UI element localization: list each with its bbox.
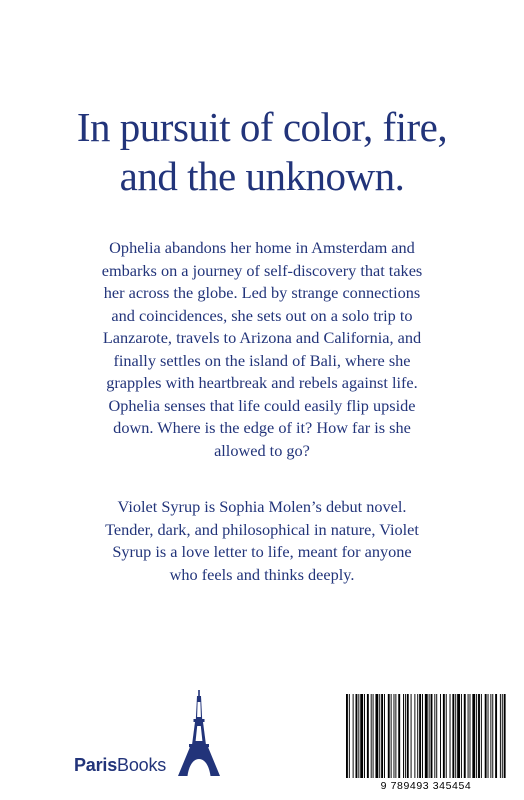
- barcode-bar: [384, 694, 385, 778]
- barcode-bar: [391, 694, 392, 778]
- tagline-line: In pursuit of color, fire,: [76, 104, 448, 150]
- barcode-bar: [419, 694, 421, 778]
- publisher-name-regular: Books: [117, 755, 167, 775]
- barcode-bar: [472, 694, 475, 778]
- barcode-bar: [425, 694, 428, 778]
- blurb-line: Ophelia senses that life could easily flip upside: [108, 395, 416, 415]
- barcode-bar: [464, 694, 466, 778]
- blurb-line: grapples with heartbreak and rebels against life.: [106, 373, 418, 392]
- blurb-line: Lanzarote, travels to Arizona and California, and: [102, 328, 422, 347]
- barcode-bar: [455, 694, 456, 778]
- publisher-name-bold: Paris: [74, 755, 118, 775]
- barcode-bar: [461, 694, 462, 778]
- tagline: [0, 103, 524, 201]
- blurb-line: down. Where is the edge of it? How far is she: [113, 418, 411, 437]
- barcode-bar: [470, 694, 471, 778]
- isbn-number: 9 789493 345454: [380, 780, 472, 792]
- barcode-bar: [349, 694, 350, 778]
- tagline-line: and the unknown.: [119, 153, 405, 199]
- barcode-bar: [502, 694, 503, 778]
- blurb-line: who feels and thinks deeply.: [169, 564, 355, 584]
- barcode-bar: [373, 694, 374, 778]
- barcode-bar: [375, 694, 378, 778]
- isbn-barcode: [344, 694, 508, 778]
- blurb-paragraph-2: [22, 496, 502, 586]
- barcode-bar: [468, 694, 469, 778]
- barcode-bar: [504, 694, 506, 778]
- blurb-line: Violet Syrup is Sophia Molen’s debut novel.: [117, 497, 407, 516]
- blurb-line: and coincidences, she sets out on a solo trip to: [111, 305, 413, 325]
- barcode-bar: [488, 694, 489, 778]
- eiffel-tower-icon: [176, 690, 222, 776]
- barcode-bar: [495, 694, 497, 778]
- barcode-bar: [394, 694, 395, 778]
- barcode-bar: [446, 694, 447, 778]
- blurb-paragraph-1: [22, 237, 502, 462]
- blurb-line: Ophelia abandons her home in Amsterdam and: [109, 238, 415, 257]
- blurb-line: Syrup is a love letter to life, meant for anyone: [112, 542, 412, 561]
- barcode-bar: [379, 694, 380, 778]
- barcode-bar: [450, 694, 451, 778]
- barcode-bar: [422, 694, 423, 778]
- barcode-bar: [457, 694, 460, 778]
- barcode-bar: [440, 694, 441, 778]
- blurb-line: finally settles on the island of Bali, where she: [113, 350, 411, 370]
- barcode-bar: [367, 694, 369, 778]
- barcode-bar: [500, 694, 501, 778]
- barcode-bar: [481, 694, 482, 778]
- barcode-bar: [492, 694, 493, 778]
- barcode-bar: [476, 694, 477, 778]
- blurb-line: allowed to go?: [214, 440, 310, 460]
- barcode-bar: [429, 694, 430, 778]
- barcode-bar: [405, 694, 406, 778]
- barcode-bar: [407, 694, 409, 778]
- blurb-line: her across the globe. Led by strange connections: [103, 283, 421, 302]
- barcode-bar: [490, 694, 491, 778]
- barcode-bar: [364, 694, 365, 778]
- barcode-bar: [485, 694, 487, 778]
- barcode-bar: [356, 694, 358, 778]
- barcode-bar: [381, 694, 383, 778]
- barcode-bar: [452, 694, 454, 778]
- barcode-bar: [360, 694, 363, 778]
- barcode-bar: [478, 694, 480, 778]
- barcode-bar: [436, 694, 437, 778]
- barcode-panel: [337, 688, 515, 800]
- barcode-bar: [358, 694, 359, 778]
- barcode-bar: [388, 694, 390, 778]
- publisher-logo: [74, 690, 234, 790]
- barcode-bar: [417, 694, 418, 778]
- barcode-bar: [371, 694, 372, 778]
- barcode-bar: [346, 694, 348, 778]
- barcode-bar: [398, 694, 400, 778]
- barcode-bar: [434, 694, 435, 778]
- barcode-bar: [411, 694, 412, 778]
- barcode-bar: [353, 694, 354, 778]
- blurb-line: embarks on a journey of self-discovery that takes: [101, 260, 423, 280]
- barcode-bar: [431, 694, 433, 778]
- barcode-bar: [443, 694, 445, 778]
- blurb-line: Tender, dark, and philosophical in nature, Violet: [105, 519, 419, 539]
- barcode-bar: [414, 694, 415, 778]
- barcode-bar: [403, 694, 404, 778]
- barcode-bar: [395, 694, 396, 778]
- publisher-name: [74, 755, 166, 776]
